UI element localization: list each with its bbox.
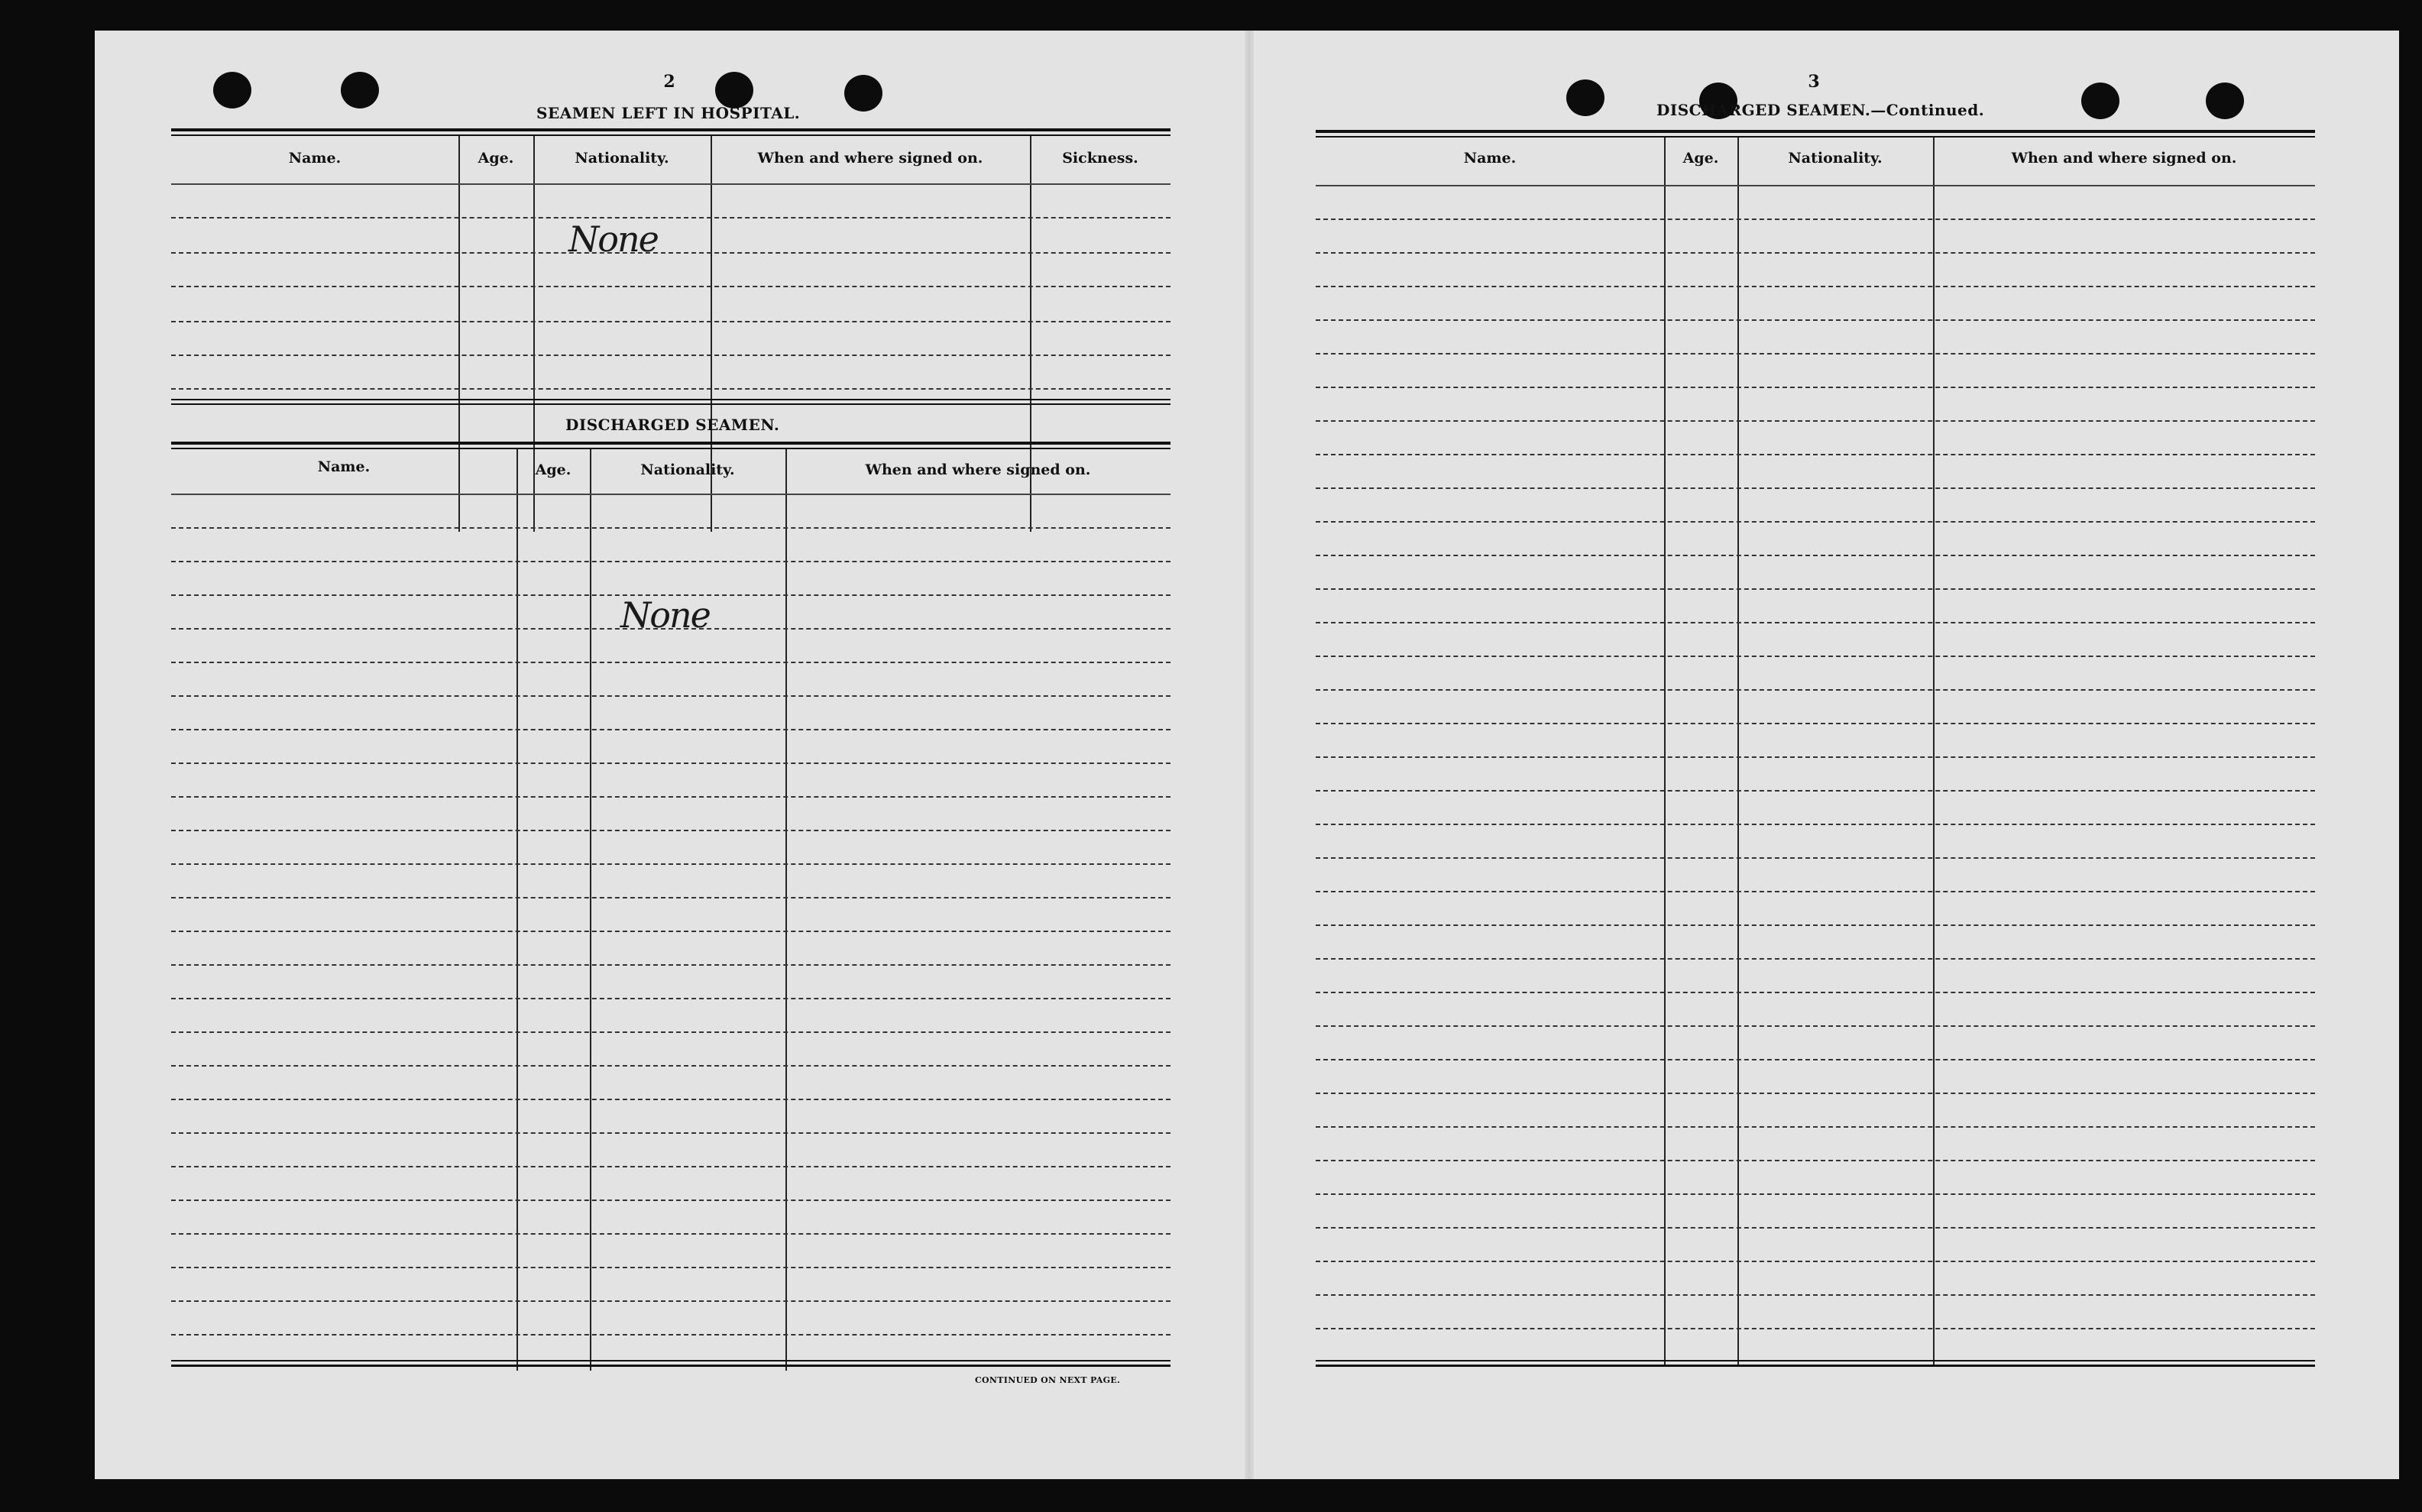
punch-hole <box>2206 83 2244 119</box>
punch-hole <box>1566 79 1604 116</box>
section-divider <box>171 399 1171 400</box>
column-header-name: Name. <box>317 458 371 475</box>
column-header-age: Age. <box>478 150 514 167</box>
hospital-table <box>171 128 1171 410</box>
column-header-age: Age. <box>1682 150 1719 167</box>
punch-hole <box>213 72 251 108</box>
punch-hole <box>341 72 379 108</box>
handwritten-none-discharged: None <box>620 594 710 636</box>
discharged-section-title: DISCHARGED SEAMEN. <box>565 416 780 434</box>
column-header-name: Name. <box>1463 150 1517 167</box>
column-header-nationality: Nationality. <box>640 461 735 478</box>
punch-hole <box>844 75 882 112</box>
handwritten-none-hospital: None <box>568 219 658 260</box>
column-header-age: Age. <box>535 461 572 478</box>
discharged-continued-title: DISCHARGED SEAMEN.—Continued. <box>1656 101 1985 119</box>
column-header-sickness: Sickness. <box>1062 150 1138 167</box>
column-header-nationality: Nationality. <box>1788 150 1883 167</box>
hospital-section-title: SEAMEN LEFT IN HOSPITAL. <box>536 104 801 122</box>
column-header-signed-on: When and where signed on. <box>757 150 983 167</box>
section-divider <box>171 403 1171 405</box>
punch-hole <box>715 72 753 108</box>
page-number-right: 3 <box>1808 72 1820 92</box>
discharged-table-left <box>171 442 1171 1371</box>
punch-hole <box>2081 83 2119 119</box>
column-header-nationality: Nationality. <box>575 150 669 167</box>
column-header-signed-on: When and where signed on. <box>2011 150 2237 167</box>
column-header-name: Name. <box>288 150 342 167</box>
page-number-left: 2 <box>663 72 675 92</box>
continued-footnote: CONTINUED ON NEXT PAGE. <box>975 1375 1121 1385</box>
discharged-table-right <box>1316 130 2315 1372</box>
column-header-signed-on: When and where signed on. <box>865 461 1091 478</box>
page-fold <box>1245 31 1254 1479</box>
